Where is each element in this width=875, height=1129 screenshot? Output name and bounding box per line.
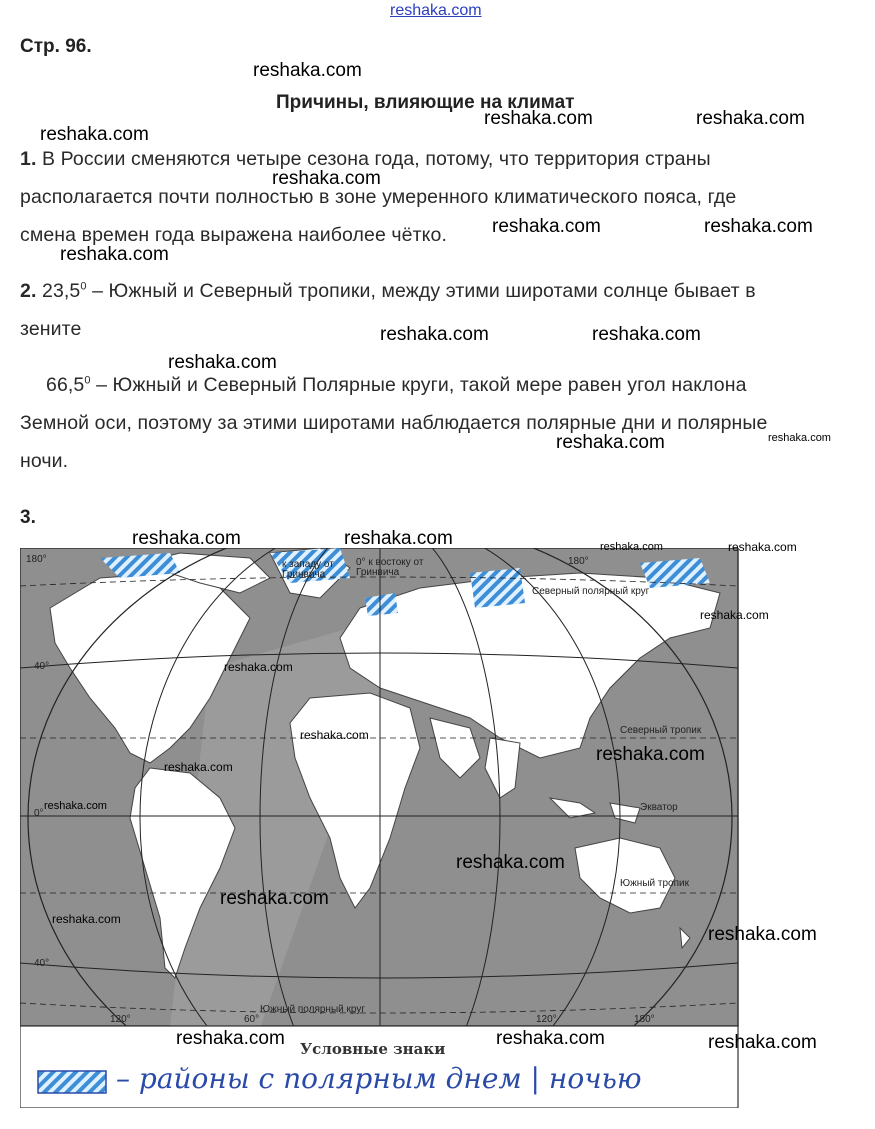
watermark: reshaka.com bbox=[60, 244, 169, 265]
watermark: reshaka.com bbox=[168, 352, 277, 373]
map-west-label: к западу от Гринвича bbox=[282, 559, 334, 580]
watermark: reshaka.com bbox=[700, 608, 769, 622]
watermark: reshaka.com bbox=[380, 324, 489, 345]
answer-1-number: 1. bbox=[20, 148, 37, 170]
answer-2-degree-sign-1: 0 bbox=[80, 280, 87, 293]
answer-3-number: 3. bbox=[20, 507, 36, 528]
answer-1-line-2: располагается почти полностью в зоне умеренного климатического пояса, где bbox=[20, 186, 737, 208]
watermark: reshaka.com bbox=[768, 432, 831, 444]
map-lon-180e: 180° bbox=[568, 556, 589, 567]
map-east-label: 0° к востоку от Гринвича bbox=[356, 557, 424, 578]
watermark: reshaka.com bbox=[592, 324, 701, 345]
watermark: reshaka.com bbox=[272, 168, 381, 189]
map-lon-180e-bottom: 180° bbox=[634, 1014, 655, 1025]
answer-1-text-1: В России сменяются четыре сезона года, потому, что территория страны bbox=[42, 148, 711, 170]
answer-2-line-4: Земной оси, поэтому за этими широтами наблюдается полярные дни и полярные bbox=[20, 412, 768, 434]
page-label: Стр. 96. bbox=[20, 36, 92, 57]
watermark: reshaka.com bbox=[600, 541, 663, 553]
map-lon-120e: 120° bbox=[536, 1014, 557, 1025]
map-lat-40s: 40° bbox=[34, 958, 50, 969]
answer-2-number: 2. bbox=[20, 280, 37, 302]
map-lat-40n: 40° bbox=[34, 661, 50, 672]
page-title: Причины, влияющие на климат bbox=[276, 92, 575, 113]
answer-2-text-1: – Южный и Северный тропики, между этими широтами солнце бывает в bbox=[86, 280, 756, 302]
answer-2-line-5: ночи. bbox=[20, 450, 69, 472]
watermark: reshaka.com bbox=[456, 852, 565, 873]
watermark: reshaka.com bbox=[164, 760, 233, 774]
map-north-tropic: Северный тропик bbox=[620, 725, 702, 736]
polar-region-3 bbox=[470, 568, 525, 608]
answer-2-line-1 bbox=[20, 280, 756, 303]
watermark: reshaka.com bbox=[556, 432, 665, 453]
watermark: reshaka.com bbox=[708, 924, 817, 945]
map-lon-180w: 180° bbox=[26, 554, 47, 565]
answer-2-degree-1: 23,5 bbox=[42, 280, 81, 302]
legend-title: Условные знаки bbox=[300, 1040, 446, 1058]
legend-handwritten-text: – районы с полярным днем | ночью bbox=[116, 1062, 642, 1095]
map-lon-60w: 60° bbox=[244, 1014, 260, 1025]
map-south-tropic: Южный тропик bbox=[620, 878, 689, 889]
watermark: reshaka.com bbox=[492, 216, 601, 237]
watermark: reshaka.com bbox=[220, 888, 329, 909]
watermark: reshaka.com bbox=[496, 1028, 605, 1049]
answer-2-degree-sign-2: 0 bbox=[84, 374, 91, 387]
answer-2-degree-2: 66,5 bbox=[46, 374, 85, 396]
map-lon-120w: 120° bbox=[110, 1014, 131, 1025]
map-arctic-circle: Северный полярный круг bbox=[532, 586, 650, 597]
world-map bbox=[20, 548, 740, 1108]
watermark: reshaka.com bbox=[696, 108, 805, 129]
watermark: reshaka.com bbox=[728, 540, 797, 554]
answer-2-text-3: – Южный и Северный Полярные круги, такой мере равен угол наклона bbox=[90, 374, 747, 396]
watermark: reshaka.com bbox=[484, 108, 593, 129]
watermark: reshaka.com bbox=[132, 528, 241, 549]
watermark: reshaka.com bbox=[40, 124, 149, 145]
watermark: reshaka.com bbox=[708, 1032, 817, 1053]
legend-hatch-swatch bbox=[38, 1071, 106, 1093]
watermark: reshaka.com bbox=[300, 728, 369, 742]
top-site-link[interactable]: reshaka.com bbox=[390, 2, 482, 19]
watermark: reshaka.com bbox=[224, 660, 293, 674]
map-equator: Экватор bbox=[640, 802, 678, 813]
watermark: reshaka.com bbox=[344, 528, 453, 549]
watermark: reshaka.com bbox=[176, 1028, 285, 1049]
answer-1-line-3: смена времен года выражена наиболее чётко. bbox=[20, 224, 447, 246]
watermark: reshaka.com bbox=[253, 60, 362, 81]
answer-2-line-2: зените bbox=[20, 318, 82, 340]
watermark: reshaka.com bbox=[596, 744, 705, 765]
map-lat-0: 0° bbox=[34, 808, 44, 819]
answer-2-line-3 bbox=[46, 374, 747, 397]
watermark: reshaka.com bbox=[704, 216, 813, 237]
watermark: reshaka.com bbox=[52, 912, 121, 926]
watermark: reshaka.com bbox=[44, 800, 107, 812]
map-antarctic-circle: Южный полярный круг bbox=[260, 1004, 365, 1015]
